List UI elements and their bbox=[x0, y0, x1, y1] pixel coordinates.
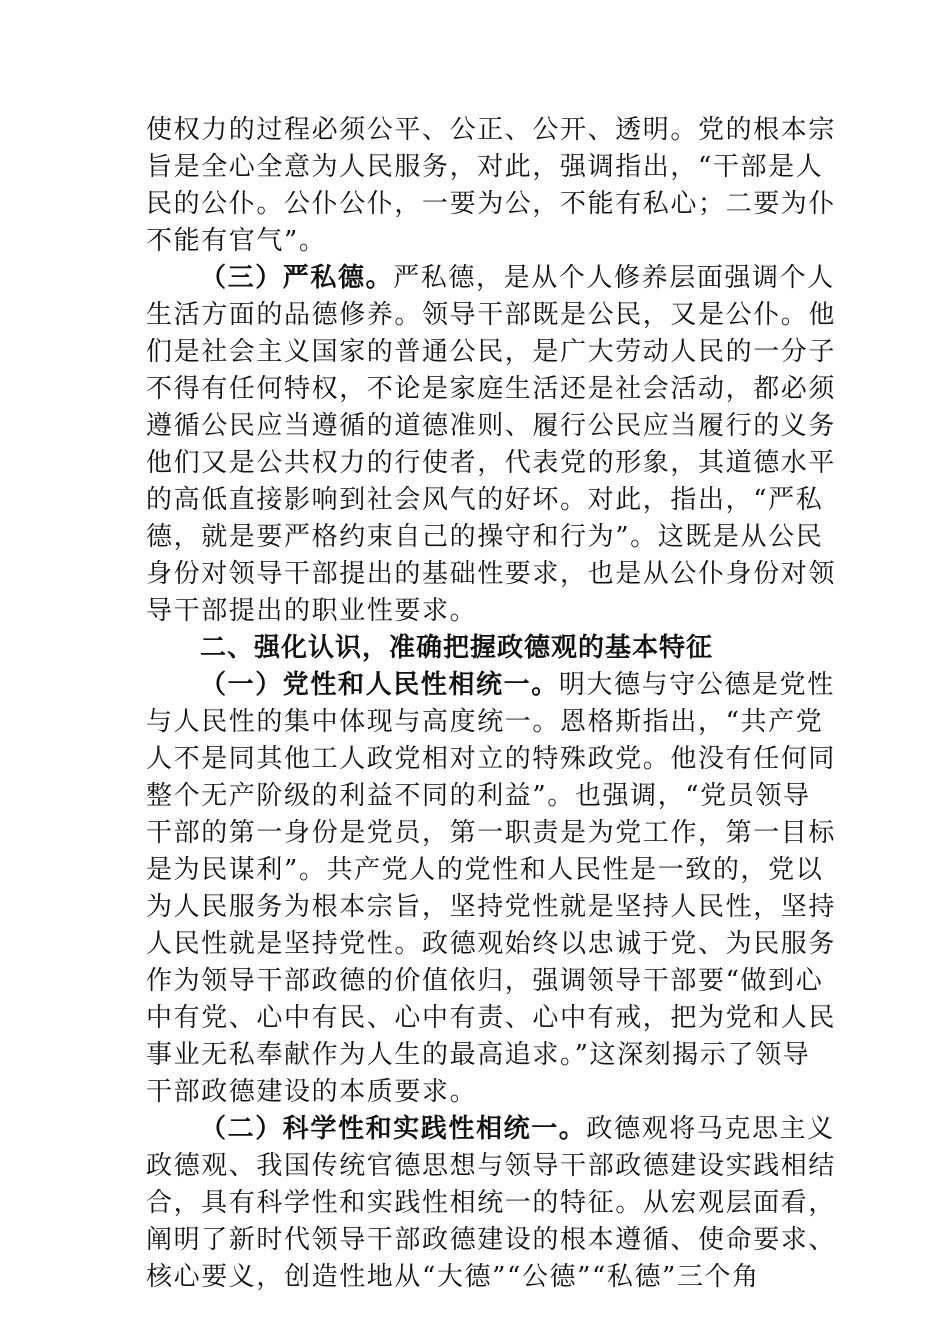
text-line: 使权力的过程必须公平、公正、公开、透明。党的根本宗 bbox=[146, 115, 837, 145]
text-run: 政德观将马克思主义 bbox=[586, 1114, 835, 1144]
text-line: 民的公仆。公仆公仆，一要为公，不能有私心；二要为仆 bbox=[146, 189, 837, 219]
paragraph-start bbox=[146, 1111, 835, 1148]
text-line: 合，具有科学性和实践性相统一的特征。从宏观层面看， bbox=[146, 1188, 837, 1218]
section-lead-label: （三）严私德。 bbox=[200, 263, 394, 293]
text-line: 事业无私奉献作为人生的最高追求。”这深刻揭示了领导 bbox=[146, 1040, 811, 1070]
text-line: 作为领导干部政德的价值依归，强调领导干部要“做到心 bbox=[146, 966, 824, 996]
text-line: 生活方面的品德修养。领导干部既是公民，又是公仆。他 bbox=[146, 300, 837, 330]
text-line: 他们又是公共权力的行使者，代表党的形象，其道德水平 bbox=[146, 448, 837, 478]
section-heading: 二、强化认识，准确把握政德观的基本特征 bbox=[200, 633, 714, 663]
text-line: 人不是同其他工人政党相对立的特殊政党。他没有任何同 bbox=[146, 744, 837, 774]
text-line: 整个无产阶级的利益不同的利益”。也强调，“党员领导 bbox=[146, 781, 811, 811]
text-line: 中有党、心中有民、心中有责、心中有戒，把为党和人民 bbox=[146, 1003, 837, 1033]
text-line: 不能有官气”。 bbox=[146, 226, 327, 256]
body-text bbox=[146, 112, 837, 1296]
text-line: 导干部提出的职业性要求。 bbox=[146, 596, 478, 626]
text-line: 旨是全心全意为人民服务，对此，强调指出，“干部是人 bbox=[146, 152, 824, 182]
text-run: 明大德与守公德是党性 bbox=[558, 670, 835, 700]
text-line: 不得有任何特权，不论是家庭生活还是社会活动，都必须 bbox=[146, 374, 837, 404]
section-lead-label: （一）党性和人民性相统一。 bbox=[200, 670, 559, 700]
text-line: 们是社会主义国家的普通公民，是广大劳动人民的一分子 bbox=[146, 337, 837, 367]
text-line: 核心要义，创造性地从“大德”“公德”“私德”三个角 bbox=[146, 1262, 760, 1292]
text-run: 严私德，是从个人修养层面强调个人 bbox=[393, 263, 835, 293]
text-line: 德，就是要严格约束自己的操守和行为”。这既是从公民 bbox=[146, 522, 824, 552]
text-line: 人民性就是坚持党性。政德观始终以忠诚于党、为民服务 bbox=[146, 929, 837, 959]
text-line: 是为民谋利”。共产党人的党性和人民性是一致的，党以 bbox=[146, 855, 824, 885]
text-line: 与人民性的集中体现与高度统一。恩格斯指出，“共产党 bbox=[146, 707, 824, 737]
paragraph-start bbox=[146, 260, 835, 297]
text-line: 阐明了新时代领导干部政德建设的根本遵循、使命要求、 bbox=[146, 1225, 837, 1255]
section-lead-label: （二）科学性和实践性相统一。 bbox=[200, 1114, 587, 1144]
text-line: 政德观、我国传统官德思想与领导干部政德建设实践相结 bbox=[146, 1151, 837, 1181]
text-line: 的高低直接影响到社会风气的好坏。对此，指出，“严私 bbox=[146, 485, 824, 515]
text-line: 干部的第一身份是党员，第一职责是为党工作，第一目标 bbox=[146, 818, 837, 848]
text-line: 身份对领导干部提出的基础性要求，也是从公仆身份对领 bbox=[146, 559, 837, 589]
text-line: 为人民服务为根本宗旨，坚持党性就是坚持人民性，坚持 bbox=[146, 892, 837, 922]
text-line: 遵循公民应当遵循的道德准则、履行公民应当履行的义务 bbox=[146, 411, 837, 441]
paragraph-start bbox=[146, 667, 835, 704]
text-line: 干部政德建设的本质要求。 bbox=[146, 1077, 478, 1107]
